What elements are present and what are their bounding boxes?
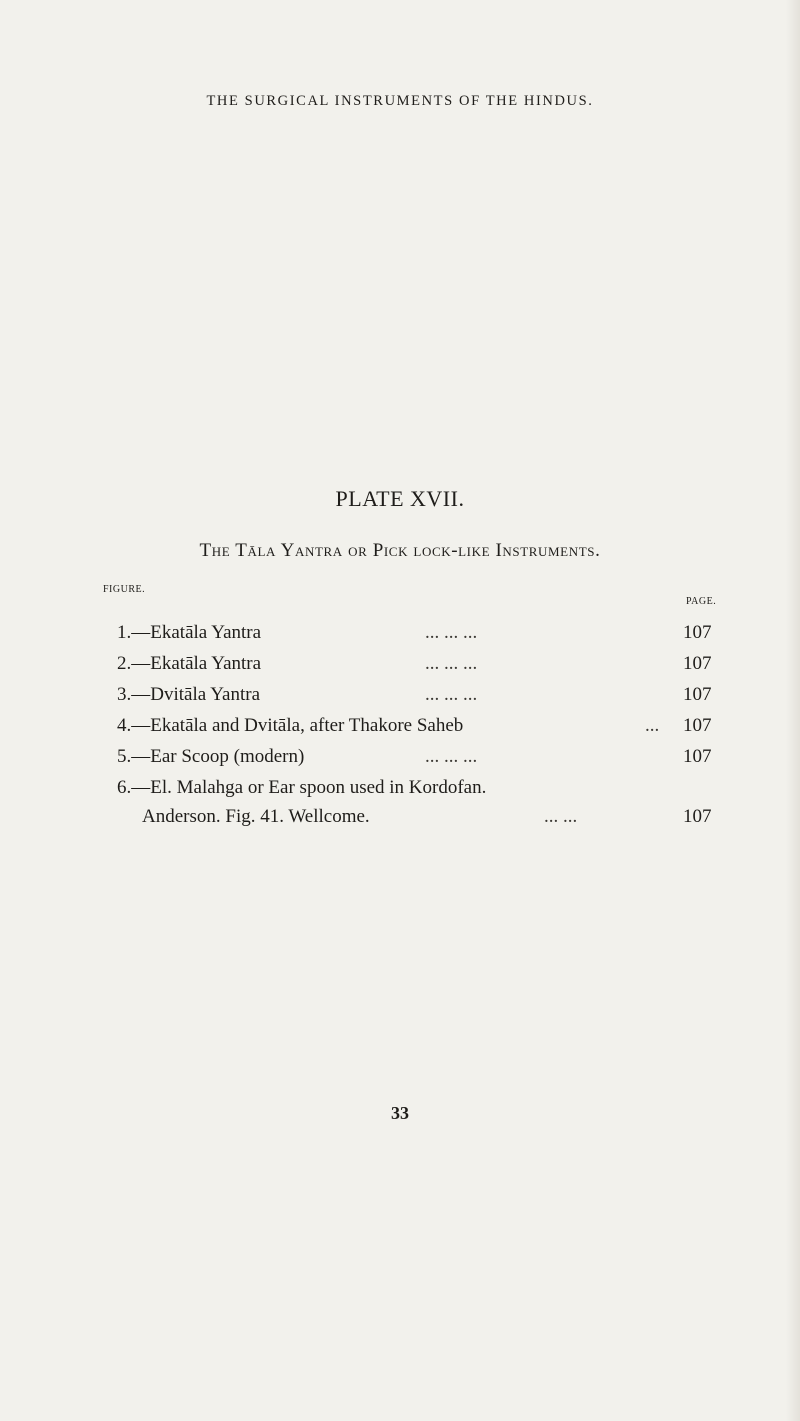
entry-page: 107 xyxy=(683,806,712,827)
page-number: 33 xyxy=(391,1103,409,1123)
entry-label: 5.—Ear Scoop (modern) xyxy=(117,746,305,767)
leader-dots: ... ... ... xyxy=(425,653,478,674)
leader-dots: ... xyxy=(645,715,660,736)
entry-page: 107 xyxy=(683,622,712,643)
running-head: THE SURGICAL INSTRUMENTS OF THE HINDUS. xyxy=(206,93,594,109)
entry-label: 6.—El. Malahga or Ear spoon used in Kordofan. xyxy=(117,777,487,798)
page-column-header: PAGE. xyxy=(686,596,717,607)
entry-page: 107 xyxy=(683,653,712,674)
page-edge-shadow xyxy=(786,0,800,1421)
entry-label-continuation: Anderson. Fig. 41. Wellcome. xyxy=(142,806,370,827)
entry-label: 3.—Dvitāla Yantra xyxy=(117,684,261,705)
figure-column-header: FIGURE. xyxy=(103,584,146,595)
leader-dots: ... ... ... xyxy=(425,622,478,643)
leader-dots: ... ... xyxy=(544,806,578,827)
entry-label: 2.—Ekatāla Yantra xyxy=(117,653,262,674)
entry-label: 4.—Ekatāla and Dvitāla, after Thakore Saheb xyxy=(117,715,464,736)
plate-subtitle: The Tāla Yantra or Pick lock-like Instruments. xyxy=(199,540,601,561)
leader-dots: ... ... ... xyxy=(425,746,478,767)
entry-page: 107 xyxy=(683,715,712,736)
entry-page: 107 xyxy=(683,746,712,767)
plate-title: PLATE XVII. xyxy=(335,486,465,511)
leader-dots: ... ... ... xyxy=(425,684,478,705)
entry-page: 107 xyxy=(683,684,712,705)
entry-label: 1.—Ekatāla Yantra xyxy=(117,622,262,643)
